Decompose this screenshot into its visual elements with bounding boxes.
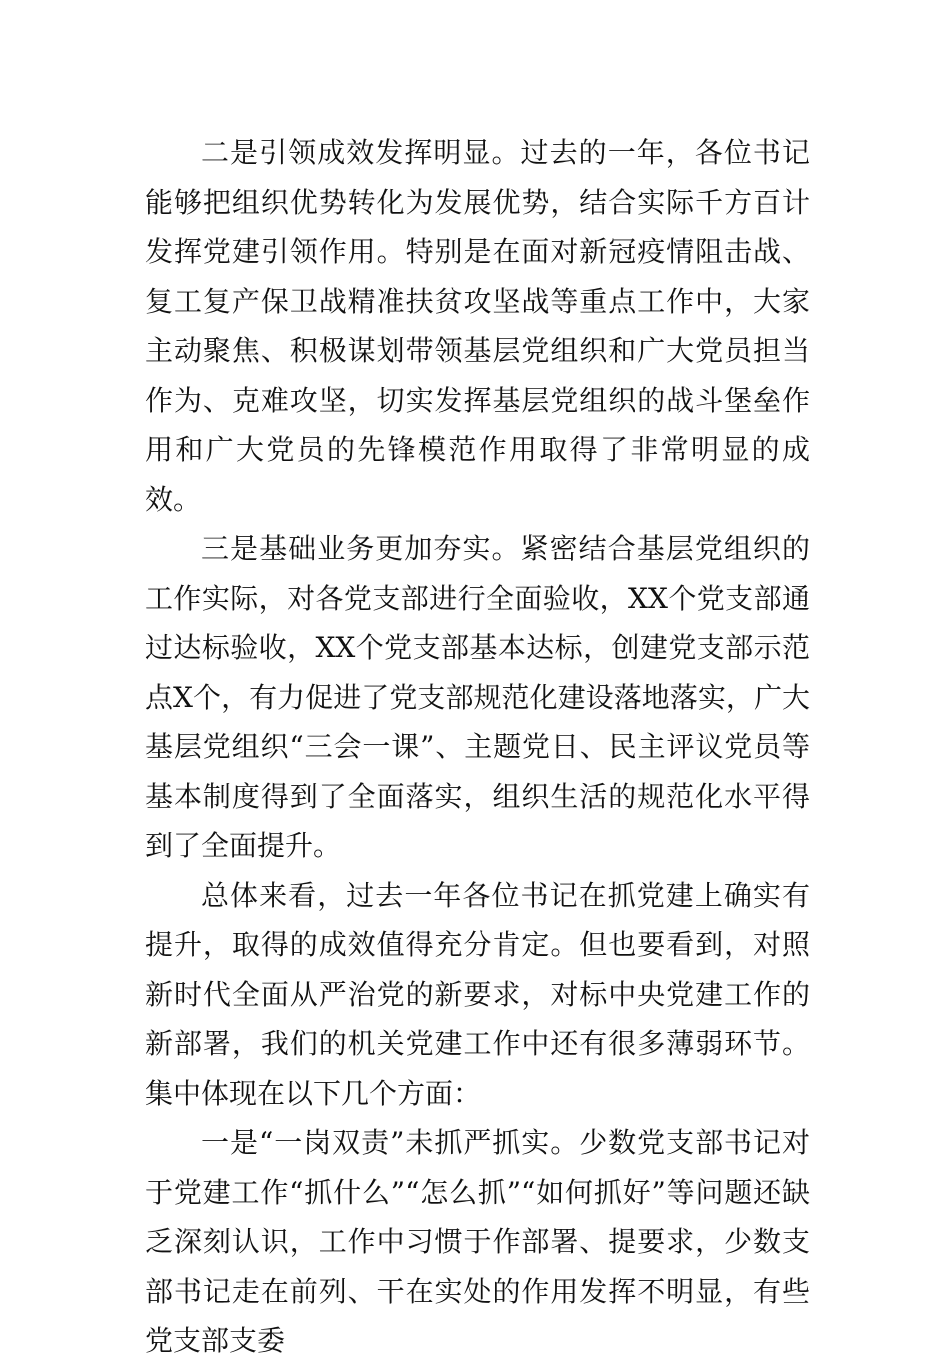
document-body [145, 128, 810, 1366]
paragraph-issue-responsibility: 一是“一岗双责”未抓严抓实。少数党支部书记对于党建工作“抓什么”“怎么抓”“如何抓好”等问题还缺乏深刻认识，工作中习惯于作部署、提要求，少数支部书记走在前列、干在实处的作用发挥不明显，有些党支部支委 [145, 1126, 810, 1357]
paragraph-achievement-foundation: 三是基础业务更加夯实。紧密结合基层党组织的工作实际，对各党支部进行全面验收，XX个党支部通过达标验收，XX个党支部基本达标，创建党支部示范点X个，有力促进了党支部规范化建设落地落实，广大基层党组织“三会一课”、主题党日、民主评议党员等基本制度得到了全面落实，组织生活的规范化水平得到了全面提升。 [145, 532, 810, 862]
paragraph-achievement-leadership: 二是引领成效发挥明显。过去的一年，各位书记能够把组织优势转化为发展优势，结合实际千方百计发挥党建引领作用。特别是在面对新冠疫情阻击战、复工复产保卫战精准扶贫攻坚战等重点工作中，大家主动聚焦、积极谋划带领基层党组织和广大党员担当作为、克难攻坚，切实发挥基层党组织的战斗堡垒作用和广大党员的先锋模范作用取得了非常明显的成效。 [145, 136, 810, 516]
paragraph-overall-assessment: 总体来看，过去一年各位书记在抓党建上确实有提升，取得的成效值得充分肯定。但也要看到，对照新时代全面从严治党的新要求，对标中央党建工作的新部署，我们的机关党建工作中还有很多薄弱环节。集中体现在以下几个方面： [145, 878, 810, 1110]
